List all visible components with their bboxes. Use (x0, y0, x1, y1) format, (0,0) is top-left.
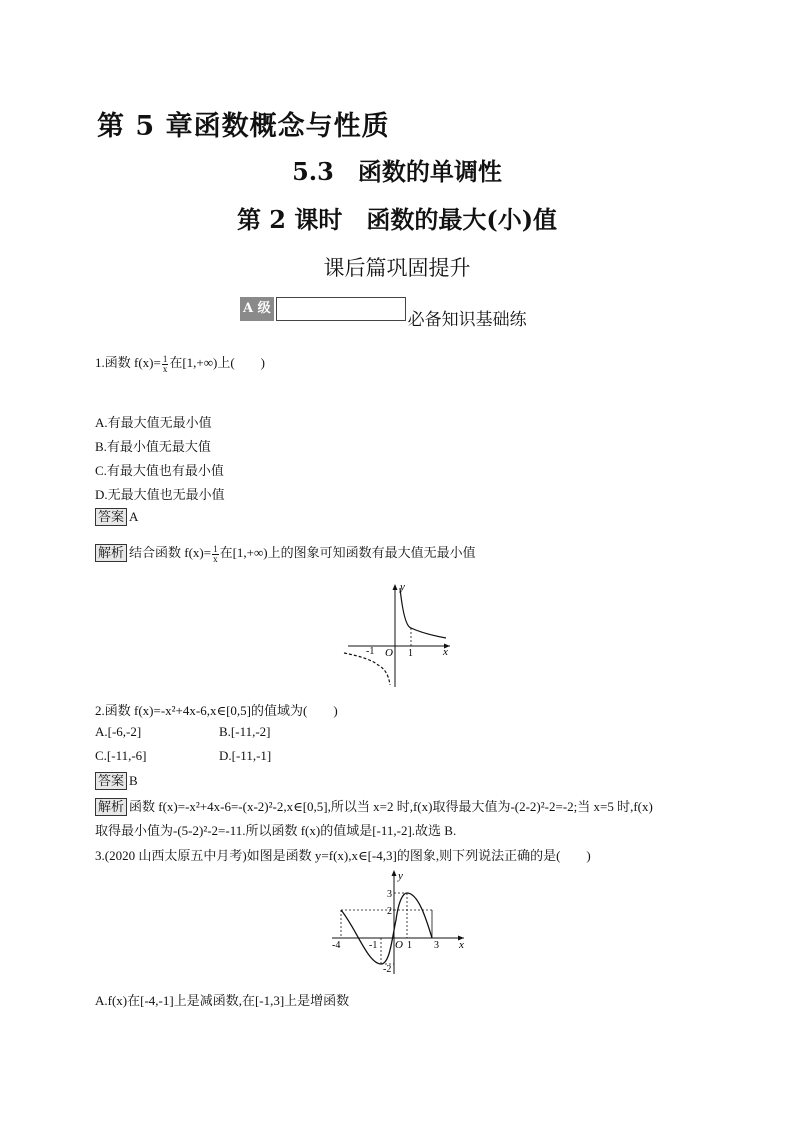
tick-y3: 3 (387, 889, 392, 900)
q1-answer-value: A (129, 509, 139, 524)
q2-answer (95, 772, 138, 790)
answer-tag: 答案 (95, 508, 127, 526)
section-title: 5.3 函数的单调性 (292, 157, 502, 186)
q2-stem: 2.函数 f(x)=-x²+4x-6,x∈[0,5]的值域为( ) (95, 703, 338, 718)
analysis-tag: 解析 (95, 798, 127, 816)
q2-option-c: C.[-11,-6] (95, 748, 147, 763)
q1-analysis (95, 542, 476, 564)
q1-option-b: B.有最小值无最大值 (95, 439, 211, 454)
q2-answer-value: B (129, 773, 138, 788)
chapter-title: 第 5 章函数概念与性质 (97, 111, 390, 142)
page-subtitle: 课后篇巩固提升 (323, 256, 471, 280)
origin-label: O (385, 647, 393, 659)
q1-answer (95, 508, 138, 526)
tick-1: 1 (408, 648, 413, 659)
tick-neg1: -1 (369, 940, 378, 951)
tick-1: 1 (407, 940, 412, 951)
q2-option-b: B.[-11,-2] (219, 724, 271, 739)
y-label: y (398, 870, 403, 882)
q3-option-a: A.f(x)在[-4,-1]上是减函数,在[-1,3]上是增函数 (95, 993, 350, 1008)
q1-stem (95, 352, 265, 374)
y-axis-arrow (393, 584, 398, 590)
q2-analysis-line2: 取得最小值为-(5-2)²-2=-11.所以函数 f(x)的值域是[-11,-2].故选 B. (95, 823, 457, 838)
q1-analysis-fraction-den: x (213, 553, 218, 564)
x-label: x (443, 646, 448, 658)
q1-option-d: D.无最大值也无最小值 (95, 487, 225, 502)
tick-y2: 2 (387, 906, 392, 917)
curve-left-branch (344, 653, 390, 685)
analysis-tag: 解析 (95, 544, 127, 562)
q1-analysis-part-a: 结合函数 f(x)= (129, 545, 212, 560)
tick-neg1: -1 (366, 646, 375, 657)
q1-fraction-num: 1 (162, 353, 168, 364)
curve-right-branch (400, 588, 446, 638)
q1-fraction (162, 355, 169, 374)
q1-option-a: A.有最大值无最小值 (95, 415, 212, 430)
q1-stem-part-a: 1.函数 f(x)= (95, 355, 161, 370)
tick-y-neg2: -2 (383, 964, 392, 975)
graph-piecewise (328, 868, 470, 978)
q2-analysis-text1: 函数 f(x)=-x²+4x-6=-(x-2)²-2,x∈[0,5],所以当 x=2 时,f(x)取得最大值为-(2-2)²-2=-2;当 x=5 时,f(x) (129, 799, 653, 814)
q3-stem: 3.(2020 山西太原五中月考)如图是函数 y=f(x),x∈[-4,3]的图象,则下列说法正确的是( ) (95, 848, 591, 863)
origin-label: O (395, 939, 403, 951)
q1-analysis-fraction-num: 1 (213, 543, 218, 554)
y-axis-arrow (392, 870, 397, 876)
q2-analysis-line1 (95, 796, 653, 816)
level-header (240, 295, 527, 330)
level-tag: A 级 (240, 297, 274, 321)
lesson-title: 第 2 课时 函数的最大(小)值 (236, 205, 558, 234)
y-label: y (400, 581, 405, 593)
answer-tag: 答案 (95, 772, 127, 790)
q2-option-a: A.[-6,-2] (95, 724, 142, 739)
q2-option-d: D.[-11,-1] (219, 748, 272, 763)
level-title: 必备知识基础练 (407, 309, 527, 330)
graph-reciprocal (340, 580, 460, 690)
function-curve (341, 893, 432, 964)
q1-stem-part-b: 在[1,+∞)上( ) (169, 355, 265, 370)
q1-fraction-den: x (162, 363, 168, 374)
tick-3: 3 (434, 940, 439, 951)
level-box (276, 297, 406, 321)
q1-option-c: C.有最大值也有最小值 (95, 463, 224, 478)
q1-analysis-part-b: 在[1,+∞)上的图象可知函数有最大值无最小值 (219, 545, 476, 560)
tick-neg4: -4 (332, 940, 341, 951)
q1-analysis-fraction (212, 545, 219, 564)
x-label: x (459, 939, 464, 951)
